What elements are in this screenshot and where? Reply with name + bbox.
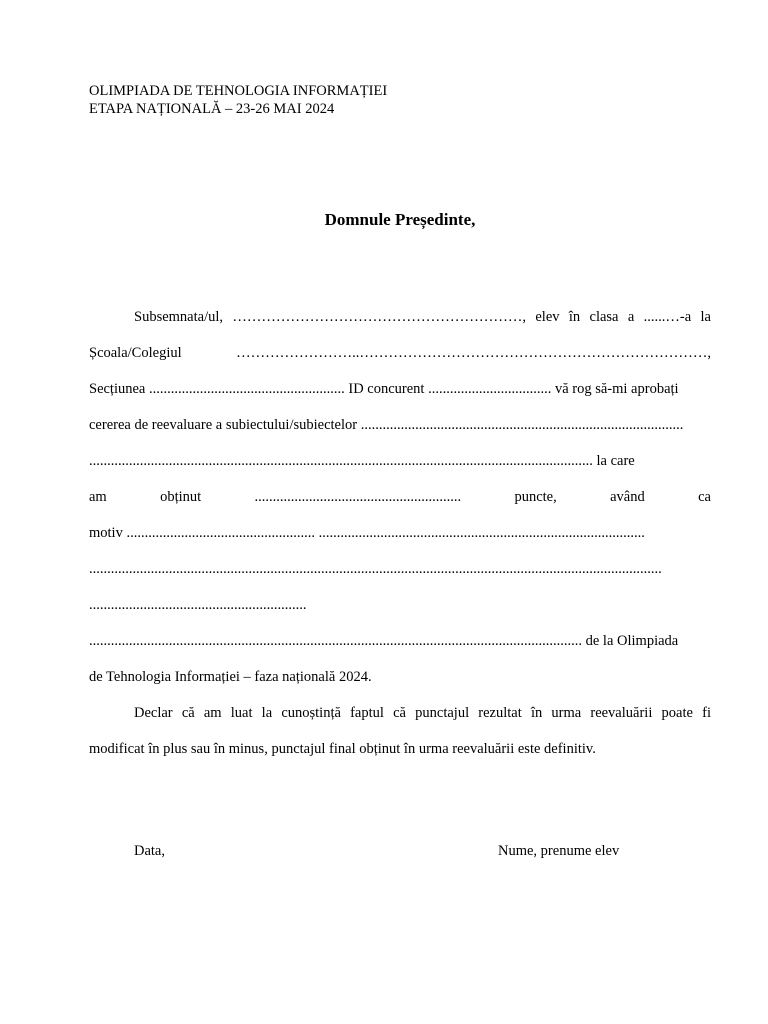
p1-line-1 [89, 306, 711, 342]
text-span: având [610, 489, 645, 505]
text-span: cererea de reevaluare a subiectului/subiectelor ......................................................................................... [89, 417, 684, 433]
class-blank: ......…-a [643, 309, 692, 325]
text-span: Școala/Colegiul [89, 345, 182, 361]
p1-line-6 [89, 486, 711, 522]
p1-line-10 [89, 630, 711, 666]
student-name-label: Nume, prenume elev [498, 843, 620, 859]
text-span: am [203, 705, 222, 721]
text-span: punctajul [415, 705, 470, 721]
document-header [89, 82, 387, 118]
text-span: în [530, 705, 543, 721]
text-span: .............................................................................................................................................................. [89, 561, 662, 577]
school-blank: ……………………..………………………………………………………………, [236, 345, 711, 361]
text-span: fi [702, 705, 711, 721]
text-span: ............................................................ [89, 597, 307, 613]
text-span: ........................................................................................................................................ de la Olimpiada [89, 633, 679, 649]
text-span: puncte, [514, 489, 557, 505]
text-span: clasa [589, 309, 619, 325]
text-span: că [393, 705, 406, 721]
text-span: ca [698, 489, 711, 505]
p1-line-5 [89, 450, 711, 486]
text-span: că [181, 705, 195, 721]
text-span: am [89, 489, 107, 505]
header-olympiad-name: OLIMPIADA DE TEHNOLOGIA INFORMAȚIEI [89, 83, 388, 99]
text-span: faptul [350, 705, 384, 721]
p1-line-4 [89, 414, 711, 450]
text-span: urma [551, 705, 582, 721]
date-label: Data, [134, 843, 165, 859]
text-span: modificat în plus sau în minus, punctajul final obținut în urma reevaluării este definitiv. [89, 741, 596, 757]
text-span: reevaluării [590, 705, 653, 721]
text-span: a [627, 309, 635, 325]
p2-line-1 [89, 702, 711, 738]
text-span: de Tehnologia Informației – faza națională 2024. [89, 669, 372, 685]
text-span: la [261, 705, 273, 721]
salutation-title: Domnule Președinte, [324, 210, 476, 229]
text-span: la [700, 309, 711, 325]
p1-line-9 [89, 594, 711, 630]
header-stage-date: ETAPA NAȚIONALĂ – 23-26 MAI 2024 [89, 101, 335, 117]
text-span: Secțiunea ...................................................... ID concurent .................................. vă rog să-mi aprobați [89, 381, 679, 397]
text-span: ........................................................................................................................................... la care [89, 453, 635, 469]
name-blank: ……………………………………………………, [232, 309, 526, 325]
p1-line-8 [89, 558, 711, 594]
points-blank: ......................................................... [254, 489, 462, 505]
request-body [89, 306, 711, 774]
text-span: rezultat [478, 705, 522, 721]
text-span: motiv .................................................... .......................................................................................... [89, 525, 645, 541]
p2-line-2 [89, 738, 711, 774]
p1-line-7 [89, 522, 711, 558]
p1-line-11 [89, 666, 711, 702]
text-span: Subsemnata/ul, [134, 309, 224, 325]
text-span: luat [230, 705, 253, 721]
text-span: Declar [134, 705, 173, 721]
text-span: poate [661, 705, 693, 721]
p1-line-3 [89, 378, 711, 414]
p1-line-2 [89, 342, 711, 378]
text-span: în [568, 309, 581, 325]
text-span: obținut [160, 489, 202, 505]
text-span: elev [535, 309, 560, 325]
text-span: cunoștință [281, 705, 341, 721]
